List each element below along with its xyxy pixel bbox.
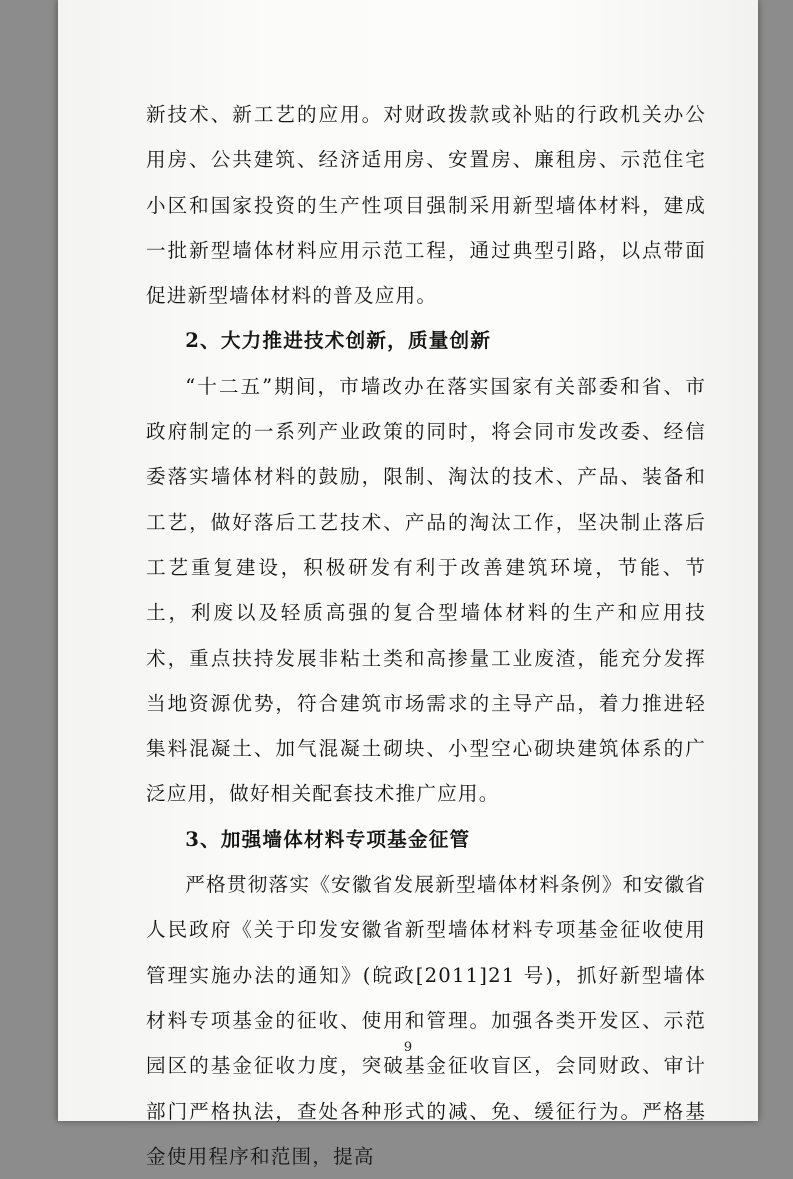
paragraph-1: 新技术、新工艺的应用。对财政拨款或补贴的行政机关办公用房、公共建筑、经济适用房、安置房、廉租房、示范住宅小区和国家投资的生产性项目强制采用新型墙体材料，建成一批新型墙体材料应用示范工程，通过典型引路，以点带面促进新型墙体材料的普及应用。 <box>146 103 706 308</box>
page-number: 9 <box>403 1040 413 1055</box>
paragraph-2: “十二五”期间，市墙改办在落实国家有关部委和省、市政府制定的一系列产业政策的同时，将会同市发改委、经信委落实墙体材料的鼓励，限制、淘汰的技术、产品、装备和工艺，做好落后工艺技术、产品的淘汰工作，坚决制止落后工艺重复建设，积极研发有利于改善建筑环境，节能、节土，利废以及轻质高强的复合型墙体材料的生产和应用技术，重点扶持发展非粘土类和高掺量工业废渣，能充分发挥当地资源优势，符合建筑市场需求的主导产品，着力推进轻集料混凝土、加气混凝土砌块、小型空心砌块建筑体系的广泛应用，做好相关配套技术推广应用。 <box>146 374 706 806</box>
document-page <box>58 0 758 1168</box>
body-text <box>146 92 706 1179</box>
section-heading-3: 3、加强墙体材料专项基金征管 <box>185 827 471 851</box>
paragraph-3: 严格贯彻落实《安徽省发展新型墙体材料条例》和安徽省人民政府《关于印发安徽省新型墙体材料专项基金征收使用管理实施办法的通知》(皖政[2011]21 号)，抓好新型墙体材料专项基金的征收、使用和管理。加强各类开发区、示范园区的基金征收力度，突破基金征收盲区，会同财政、审计部门严格执法，查处各种形式的减、免、缓征行为。严格基金使用程序和范围，提高 <box>146 873 706 1168</box>
section-heading-2: 2、大力推进技术创新，质量创新 <box>185 329 492 353</box>
